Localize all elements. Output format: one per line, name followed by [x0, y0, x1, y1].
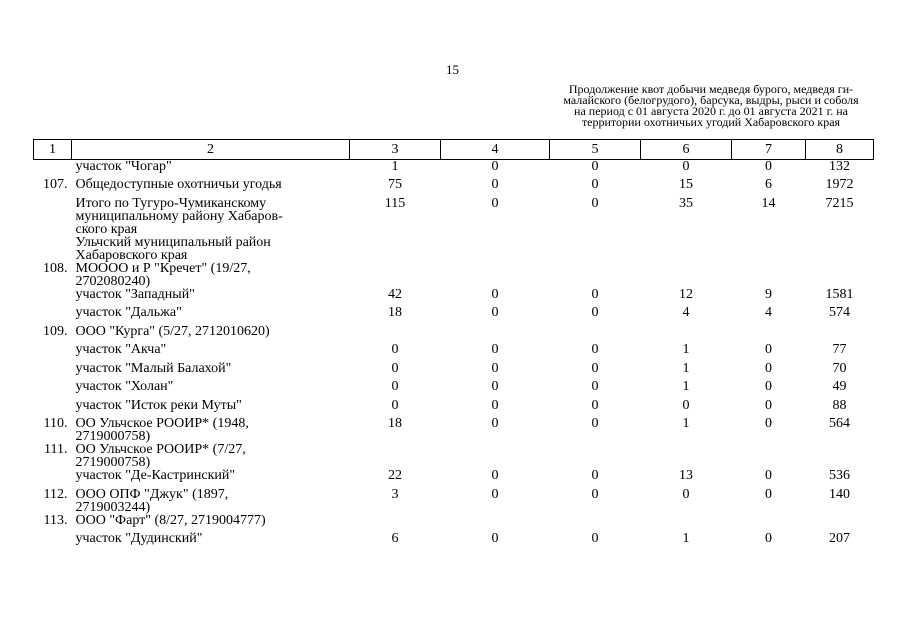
- cell-col-6: 0: [682, 159, 690, 174]
- row-name: [72, 288, 350, 307]
- cell-col-6: 1: [682, 531, 690, 546]
- row-name-line: участок "Дудинский": [75, 531, 203, 546]
- cell-col-6: 15: [679, 177, 693, 192]
- cell-col-8: 132: [829, 159, 850, 174]
- cell-col-8: 77: [832, 342, 847, 357]
- table-row: [34, 514, 874, 533]
- row-name-line: участок "Акча": [75, 342, 167, 357]
- cell-col-7: 0: [765, 468, 772, 483]
- cell-col-3: [350, 236, 441, 262]
- row-name-line: участок "Дальжа": [75, 305, 182, 320]
- column-header: 7: [732, 140, 806, 160]
- caption-line: Продолжение квот добычи медведя бурого, медведя ги-: [568, 82, 854, 96]
- cell-col-8: [806, 514, 874, 533]
- cell-col-5: 0: [591, 177, 599, 192]
- column-header: 4: [441, 140, 550, 160]
- cell-col-4: [441, 325, 550, 344]
- cell-col-4: 0: [491, 468, 499, 483]
- cell-col-4: [441, 262, 550, 288]
- row-number: 109.: [43, 323, 68, 339]
- page-number: 15: [446, 62, 459, 77]
- caption-line: малайского (белогрудого), барсука, выдры, рыси и соболя: [563, 93, 859, 107]
- cell-col-3: 75: [388, 177, 402, 192]
- row-name-line: Итого по Тугуро-Чумиканскому: [75, 195, 267, 211]
- row-number: 111.: [44, 442, 68, 457]
- table-row: [34, 325, 874, 344]
- table-row: [34, 380, 874, 399]
- row-number: 107.: [43, 177, 68, 192]
- row-name-line: участок "Холан": [75, 379, 174, 394]
- cell-col-3: 0: [391, 342, 399, 357]
- cell-col-4: 0: [491, 531, 499, 546]
- row-number: 110.: [43, 416, 68, 431]
- row-name-line: участок "Исток реки Муты": [75, 397, 242, 413]
- table-row: [34, 362, 874, 381]
- cell-col-6: 1: [682, 379, 690, 394]
- quota-table: [33, 139, 874, 551]
- table-row: [34, 488, 874, 514]
- cell-col-8: [806, 236, 874, 262]
- cell-col-3: 3: [391, 486, 399, 502]
- row-name: [72, 380, 350, 399]
- cell-col-6: 12: [679, 286, 693, 302]
- table-row: [34, 343, 874, 362]
- table-row: [34, 288, 874, 307]
- table-row: [34, 532, 874, 551]
- cell-col-3: 1: [391, 159, 399, 174]
- column-header: 3: [350, 140, 441, 160]
- cell-col-4: [441, 443, 550, 469]
- row-number: 108.: [43, 260, 68, 276]
- cell-col-8: 536: [829, 468, 850, 483]
- cell-col-3: 18: [388, 416, 402, 431]
- row-number: [34, 197, 72, 236]
- cell-col-4: 0: [491, 177, 499, 192]
- cell-col-3: 6: [391, 531, 399, 546]
- row-name-line: Общедоступные охотничьи угодья: [75, 177, 282, 192]
- cell-col-8: 70: [832, 360, 847, 376]
- row-name-line: ООО "Курга" (5/27, 2712010620): [75, 323, 270, 339]
- cell-col-8: 49: [832, 379, 847, 394]
- cell-col-4: 0: [491, 360, 499, 376]
- cell-col-4: [441, 236, 550, 262]
- row-number: 113.: [43, 512, 68, 528]
- cell-col-7: 4: [765, 305, 772, 320]
- row-name: [72, 362, 350, 381]
- row-name: [72, 160, 350, 179]
- cell-col-7: [732, 325, 806, 344]
- cell-col-6: 13: [679, 468, 693, 483]
- cell-col-4: 0: [491, 342, 499, 357]
- cell-col-6: 4: [682, 305, 690, 320]
- row-number: [34, 532, 72, 551]
- row-number: [34, 160, 72, 179]
- table-row: [34, 160, 874, 179]
- row-number: [34, 469, 72, 488]
- cell-col-7: 0: [765, 360, 772, 376]
- row-number: [34, 288, 72, 307]
- cell-col-5: 0: [591, 195, 599, 211]
- cell-col-3: [350, 514, 441, 533]
- cell-col-5: 0: [591, 416, 599, 431]
- cell-col-4: 0: [491, 286, 499, 302]
- cell-col-8: [806, 325, 874, 344]
- cell-col-5: 0: [591, 159, 599, 174]
- row-name-line: участок "Де-Кастринский": [75, 468, 236, 483]
- row-number: [34, 362, 72, 381]
- cell-col-7: 0: [765, 159, 772, 174]
- cell-col-4: 0: [491, 486, 499, 502]
- row-name: [72, 488, 350, 514]
- cell-col-6: 0: [682, 486, 690, 502]
- table-caption: [548, 84, 874, 128]
- row-name-line: ОО Ульчское РООИР* (1948,: [75, 416, 249, 431]
- cell-col-4: 0: [491, 416, 499, 431]
- cell-col-6: 1: [682, 342, 690, 357]
- cell-col-3: [350, 443, 441, 469]
- row-name-line: ОО Ульчское РООИР* (7/27,: [75, 442, 246, 457]
- cell-col-8: 88: [832, 397, 847, 413]
- cell-col-4: 0: [491, 305, 499, 320]
- row-name: [72, 236, 350, 262]
- cell-col-7: 0: [765, 486, 772, 502]
- table-row: [34, 399, 874, 418]
- cell-col-6: [641, 262, 732, 288]
- cell-col-4: 0: [491, 397, 499, 413]
- cell-col-6: 35: [679, 195, 693, 211]
- row-name: [72, 532, 350, 551]
- cell-col-8: 574: [829, 305, 850, 320]
- cell-col-3: 0: [391, 397, 399, 413]
- table-row: [34, 236, 874, 262]
- row-name: [72, 325, 350, 344]
- row-name-line: Хабаровского края: [75, 247, 188, 263]
- cell-col-7: [732, 514, 806, 533]
- cell-col-5: [550, 325, 641, 344]
- cell-col-7: 0: [765, 342, 772, 357]
- table-row: [34, 197, 874, 236]
- row-name: [72, 197, 350, 236]
- row-name: [72, 417, 350, 443]
- row-name-line: участок "Чогар": [75, 159, 172, 174]
- column-header: 5: [550, 140, 641, 160]
- row-name-line: 2702080240): [75, 273, 151, 289]
- cell-col-5: 0: [591, 305, 599, 320]
- cell-col-4: [441, 514, 550, 533]
- row-name-line: ского края: [75, 221, 138, 237]
- row-name-line: муниципальному району Хабаров-: [75, 208, 283, 224]
- caption-line: территории охотничьих угодий Хабаровского края: [581, 115, 841, 129]
- row-name-line: 2719003244): [75, 499, 151, 515]
- cell-col-8: [806, 262, 874, 288]
- table-row: [34, 469, 874, 488]
- row-number: [34, 306, 72, 325]
- cell-col-4: 0: [491, 159, 499, 174]
- cell-col-8: 7215: [825, 195, 854, 211]
- cell-col-3: [350, 325, 441, 344]
- cell-col-3: 18: [388, 305, 402, 320]
- row-name-line: 2719000758): [75, 455, 151, 470]
- row-name-line: участок "Малый Балахой": [75, 360, 232, 376]
- caption-line: на период с 01 августа 2020 г. до 01 августа 2021 г. на: [574, 104, 848, 118]
- cell-col-8: 140: [829, 486, 850, 502]
- row-number: [34, 380, 72, 399]
- cell-col-4: 0: [491, 379, 499, 394]
- table-body: [34, 160, 874, 551]
- cell-col-7: 6: [765, 177, 772, 192]
- row-number: 112.: [43, 486, 68, 502]
- cell-col-7: [732, 443, 806, 469]
- cell-col-6: [641, 514, 732, 533]
- table-row: [34, 417, 874, 443]
- cell-col-8: 1972: [825, 177, 854, 192]
- cell-col-5: [550, 443, 641, 469]
- row-name: [72, 443, 350, 469]
- column-header: 2: [72, 140, 350, 160]
- cell-col-3: 42: [388, 286, 402, 302]
- cell-col-7: 0: [765, 379, 772, 394]
- row-name: [72, 343, 350, 362]
- row-name: [72, 262, 350, 288]
- cell-col-5: 0: [591, 342, 599, 357]
- row-number: [34, 236, 72, 262]
- row-name: [72, 178, 350, 197]
- cell-col-7: [732, 262, 806, 288]
- cell-col-7: 0: [765, 397, 772, 413]
- cell-col-8: 564: [829, 416, 850, 431]
- cell-col-3: 22: [388, 468, 402, 483]
- cell-col-5: [550, 262, 641, 288]
- cell-col-6: [641, 443, 732, 469]
- row-name: [72, 399, 350, 418]
- cell-col-7: [732, 236, 806, 262]
- cell-col-4: 0: [491, 195, 499, 211]
- cell-col-3: 0: [391, 379, 399, 394]
- row-name: [72, 306, 350, 325]
- cell-col-8: 1581: [825, 286, 854, 302]
- cell-col-5: 0: [591, 286, 599, 302]
- table-row: [34, 262, 874, 288]
- row-name: [72, 514, 350, 533]
- cell-col-6: 0: [682, 397, 690, 413]
- column-header: 8: [806, 140, 874, 160]
- cell-col-5: 0: [591, 468, 599, 483]
- row-name: [72, 469, 350, 488]
- cell-col-8: [806, 443, 874, 469]
- row-name-line: ООО "Фарт" (8/27, 2719004777): [75, 512, 266, 528]
- row-name-line: Ульчский муниципальный район: [75, 234, 271, 250]
- cell-col-6: 1: [682, 416, 690, 431]
- cell-col-3: 0: [391, 360, 399, 376]
- cell-col-3: 115: [384, 195, 406, 211]
- table-row: [34, 306, 874, 325]
- cell-col-7: 14: [761, 195, 776, 211]
- column-header: 1: [34, 140, 72, 160]
- table-row: [34, 443, 874, 469]
- column-header: 6: [641, 140, 732, 160]
- cell-col-8: 207: [829, 531, 850, 546]
- cell-col-5: 0: [591, 531, 599, 546]
- row-number: [34, 399, 72, 418]
- cell-col-7: 0: [765, 531, 772, 546]
- cell-col-3: [350, 262, 441, 288]
- cell-col-7: 9: [765, 286, 772, 302]
- table-header-row: [34, 140, 874, 160]
- cell-col-5: 0: [591, 397, 599, 413]
- cell-col-5: 0: [591, 486, 599, 502]
- cell-col-7: 0: [765, 416, 772, 431]
- row-name-line: ООО ОПФ "Джук" (1897,: [75, 486, 229, 502]
- cell-col-5: 0: [591, 360, 599, 376]
- row-name-line: 2719000758): [75, 429, 151, 444]
- cell-col-5: [550, 514, 641, 533]
- row-number: [34, 343, 72, 362]
- cell-col-6: 1: [682, 360, 690, 376]
- table-row: [34, 178, 874, 197]
- cell-col-6: [641, 325, 732, 344]
- cell-col-5: [550, 236, 641, 262]
- cell-col-6: [641, 236, 732, 262]
- row-name-line: МОООО и Р "Кречет" (19/27,: [75, 260, 251, 276]
- row-name-line: участок "Западный": [75, 286, 195, 302]
- cell-col-5: 0: [591, 379, 599, 394]
